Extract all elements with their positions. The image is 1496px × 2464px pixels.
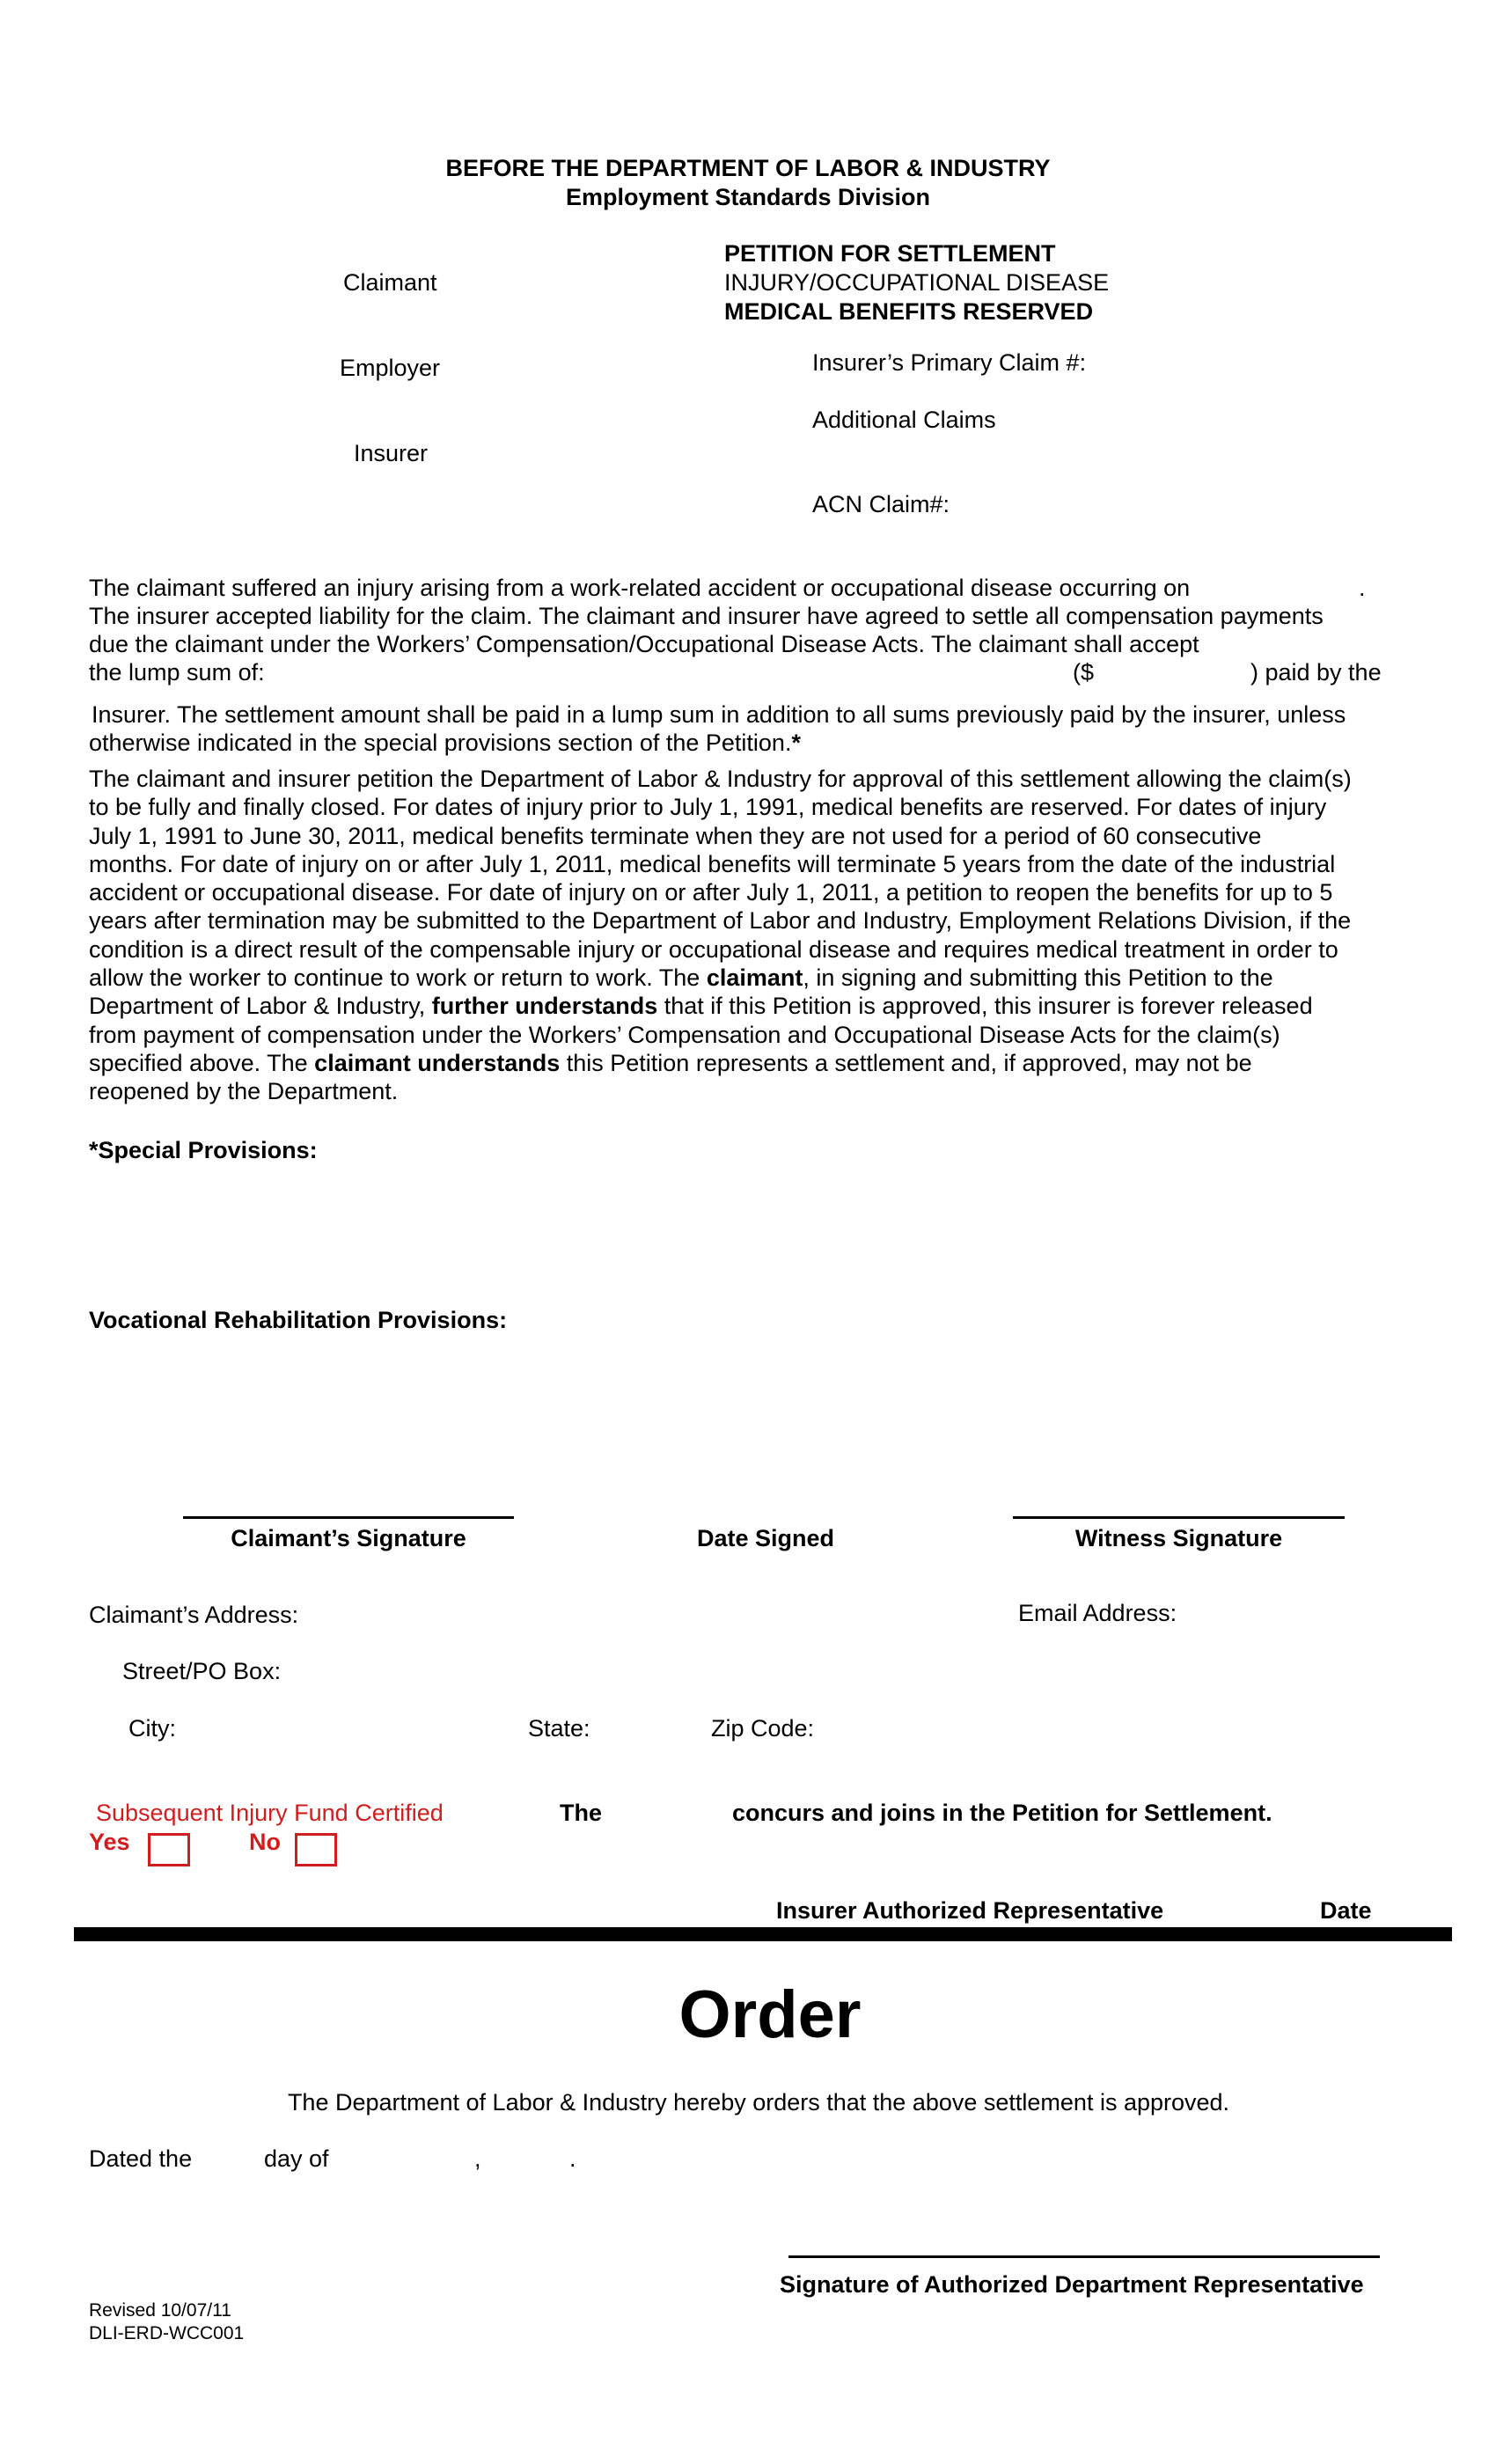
sif-no-checkbox[interactable]	[295, 1833, 337, 1866]
special-provisions-heading: *Special Provisions:	[89, 1137, 318, 1163]
sif-yes-checkbox[interactable]	[148, 1833, 190, 1866]
insurer-date-label: Date	[1320, 1897, 1372, 1924]
dated-the-label: Dated the	[89, 2145, 193, 2172]
petition-medical: MEDICAL BENEFITS RESERVED	[724, 298, 1094, 325]
sif-certified-label: Subsequent Injury Fund Certified	[96, 1800, 444, 1826]
sif-no-label: No	[249, 1829, 281, 1855]
petition-subtitle: INJURY/OCCUPATIONAL DISEASE	[724, 269, 1110, 296]
p2-line-2: otherwise indicated in the special provisions section of the Petition.*	[89, 730, 801, 756]
order-text: The Department of Labor & Industry hereby orders that the above settlement is approved.	[287, 2089, 1230, 2116]
claimant-signature-line[interactable]	[183, 1516, 514, 1519]
p1-line-4-dollar: ($	[1073, 659, 1095, 686]
insurer-label: Insurer	[354, 440, 429, 466]
department-signature-label: Signature of Authorized Department Representative	[780, 2271, 1364, 2298]
employer-label: Employer	[340, 355, 441, 381]
claimant-address-label: Claimant’s Address:	[89, 1602, 299, 1628]
street-label: Street/PO Box:	[122, 1658, 282, 1684]
state-label: State:	[528, 1715, 590, 1742]
witness-signature-label: Witness Signature	[1074, 1525, 1283, 1551]
city-label: City:	[128, 1715, 176, 1742]
p1-line-3: due the claimant under the Workers’ Compensation/Occupational Disease Acts. The claimant shall accept	[89, 631, 1199, 657]
header-line-2: Employment Standards Division	[565, 184, 931, 210]
email-address-label: Email Address:	[1018, 1600, 1177, 1626]
insurer-rep-label: Insurer Authorized Representative	[776, 1897, 1164, 1924]
additional-claims-label: Additional Claims	[812, 407, 996, 433]
date-period: .	[569, 2145, 576, 2172]
p1-line-4-end: ) paid by the	[1250, 659, 1382, 686]
p2-line-1: Insurer. The settlement amount shall be paid in a lump sum in addition to all sums previously paid by the insurer, unless	[92, 701, 1346, 728]
claimant-label: Claimant	[343, 269, 437, 296]
p1-line-4: the lump sum of:	[89, 659, 265, 686]
acn-claim-label: ACN Claim#:	[812, 491, 950, 517]
p1-line-1-end: .	[1359, 575, 1366, 601]
petition-title: PETITION FOR SETTLEMENT	[724, 240, 1056, 267]
date-comma: ,	[474, 2145, 481, 2172]
vocational-provisions-heading: Vocational Rehabilitation Provisions:	[89, 1307, 508, 1333]
primary-claim-label: Insurer’s Primary Claim #:	[812, 349, 1087, 376]
p1-line-1: The claimant suffered an injury arising from a work-related accident or occupational disease occurring on	[89, 575, 1191, 601]
claimant-signature-label: Claimant’s Signature	[231, 1525, 466, 1551]
order-divider	[74, 1927, 1452, 1941]
header-line-1: BEFORE THE DEPARTMENT OF LABOR & INDUSTRY	[445, 155, 1051, 181]
date-signed-label: Date Signed	[696, 1525, 835, 1551]
revised-date: Revised 10/07/11	[89, 2300, 231, 2321]
witness-signature-line[interactable]	[1013, 1516, 1345, 1519]
concurs-text: concurs and joins in the Petition for Settlement.	[732, 1800, 1272, 1826]
day-of-label: day of	[264, 2145, 329, 2172]
sif-yes-label: Yes	[89, 1829, 130, 1855]
department-signature-line[interactable]	[788, 2255, 1380, 2258]
p1-line-2: The insurer accepted liability for the claim. The claimant and insurer have agreed to settle all compensation payments	[89, 603, 1324, 629]
zip-code-label: Zip Code:	[711, 1715, 815, 1742]
form-code: DLI-ERD-WCC001	[89, 2323, 245, 2343]
order-title: Order	[678, 1977, 862, 2052]
p3-paragraph: The claimant and insurer petition the Department of Labor & Industry for approval of this settlement allowing the claim(s) to be fully and finally closed. For dates of injury prior to July 1, 1991, medical benefits are reserved. For dates of injury July 1, 1991 to June 30, 2011, medical benefits terminate when they are not used for a period of 60 consecutive months. For date of injury on or after July 1, 2011, medical benefits will terminate 5 years from the date of the industrial accident or occupational disease. For date of injury on or after July 1, 2011, a petition to reopen the benefits for up to 5 years after termination may be submitted to the Department of Labor and Industry, Employment Relations Division, if the condition is a direct result of the compensable injury or occupational disease and requires medical treatment in order to allow the worker to continue to work or return to work. The claimant, in signing and submitting this Petition to the Department of Labor & Industry, further understands that if this Petition is approved, this insurer is forever released from payment of compensation under the Workers’ Compensation and Occupational Disease Acts for the claim(s) specified above. The claimant understands this Petition represents a settlement and, if approved, may not be reopened by the Department.	[89, 766, 1352, 1105]
the-label: The	[560, 1800, 603, 1826]
